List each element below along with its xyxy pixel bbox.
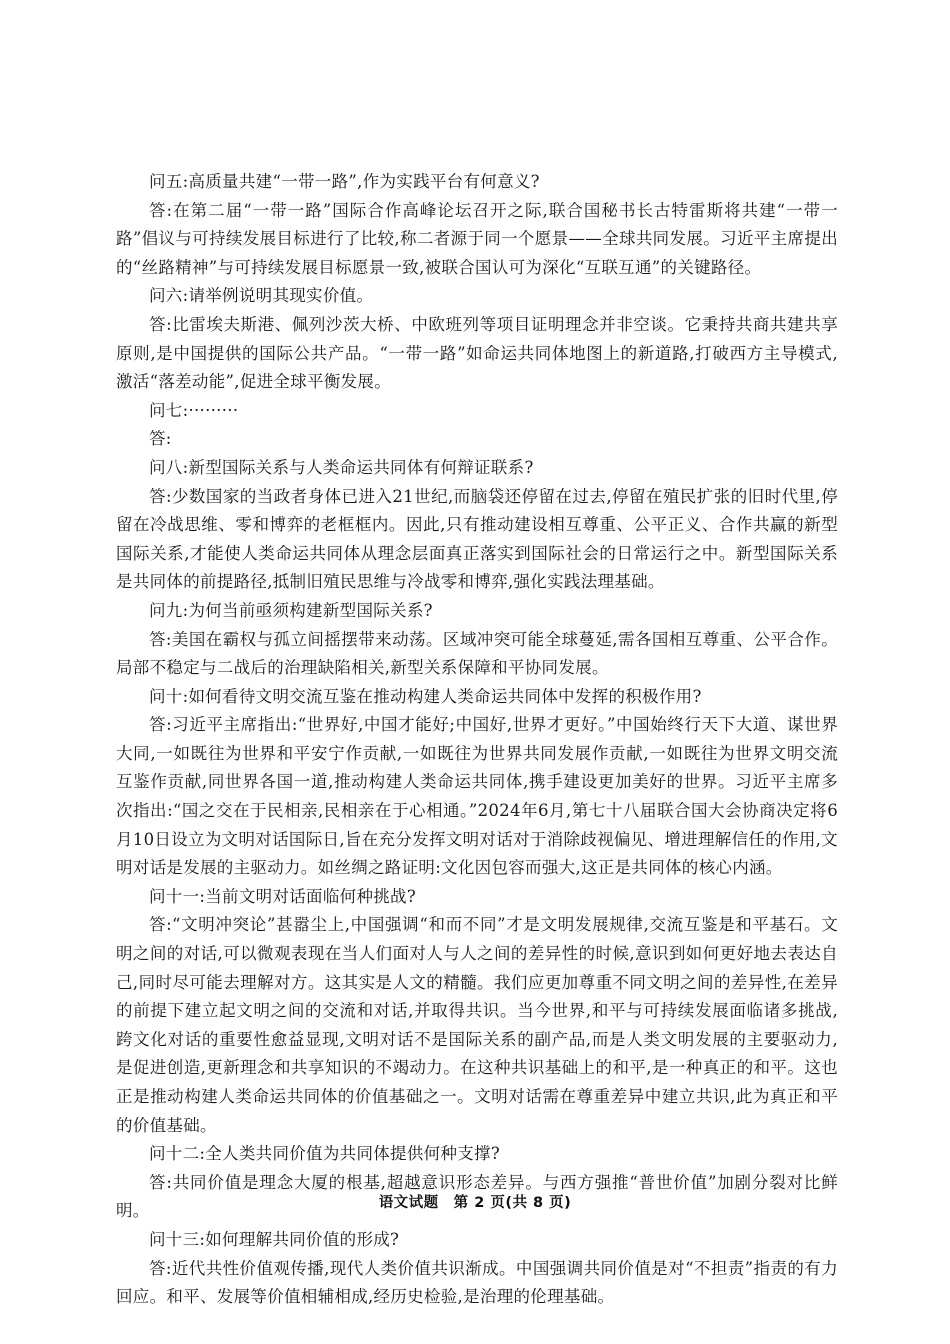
question-10: 问十:如何看待文明交流互鉴在推动构建人类命运共同体中发挥的积极作用? xyxy=(149,686,702,706)
answer-9: 答:美国在霸权与孤立间摇摆带来动荡。区域冲突可能全球蔓延,需各国相互尊重、公平合作。局部不稳定与二战后的治理缺陷相关,新型关系保障和平协同发展。 xyxy=(116,629,838,678)
answer-10: 答:习近平主席指出:“世界好,中国才能好;中国好,世界才更好。”中国始终行天下大道、谋世界大同,一如既往为世界和平安宁作贡献,一如既往为世界共同发展作贡献,一如既往为世界文明交流互鉴作贡献,同世界各国一道,推动构建人类命运共同体,携手建设更加美好的世界。习近平主席多次指出:“国之交在于民相亲,民相亲在于心相通。”2024年6月,第七十八届联合国大会协商决定将6月10日设立为文明对话国际日,旨在充分发挥文明对话对于消除歧视偏见、增进理解信任的作用,文明对话是发展的主驱动力。如丝绸之路证明:文化因包容而强大,这正是共同体的核心内涵。 xyxy=(116,715,838,878)
qa-content xyxy=(116,168,838,1312)
answer-7: 答: xyxy=(149,429,172,449)
question-5: 问五:高质量共建“一带一路”,作为实践平台有何意义? xyxy=(149,172,540,191)
question-6: 问六:请举例说明其现实价值。 xyxy=(149,286,374,306)
answer-11: 答:“文明冲突论”甚嚣尘上,中国强调“和而不同”才是文明发展规律,交流互鉴是和平基石。文明之间的对话,可以微观表现在当人们面对人与人之间的差异性的时候,意识到如何更好地去表达自己,同时尽可能去理解对方。这其实是人文的精髓。我们应更加尊重不同文明之间的差异性,在差异的前提下建立起文明之间的交流和对话,并取得共识。当今世界,和平与可持续发展面临诸多挑战,跨文化对话的重要性愈益显现,文明对话不是国际关系的副产品,而是人类文明发展的主要驱动力,是促进创造,更新理念和共享知识的不竭动力。在这种共识基础上的和平,是一种真正的和平。这也正是推动构建人类命运共同体的价值基础之一。文明对话需在尊重差异中建立共识,此为真正和平的价值基础。 xyxy=(116,915,838,1135)
answer-13: 答:近代共性价值观传播,现代人类价值共识渐成。中国强调共同价值是对“不担责”指责的有力回应。和平、发展等价值相辅相成,经历史检验,是治理的伦理基础。 xyxy=(116,1258,838,1307)
question-13: 问十三:如何理解共同价值的形成? xyxy=(149,1229,400,1249)
question-12: 问十二:全人类共同价值为共同体提供何种支撑? xyxy=(149,1144,501,1164)
question-11: 问十一:当前文明对话面临何种挑战? xyxy=(149,886,417,906)
question-7: 问七:········· xyxy=(149,400,239,420)
answer-8: 答:少数国家的当政者身体已进入21世纪,而脑袋还停留在过去,停留在殖民扩张的旧时代里,停留在冷战思维、零和博弈的老框框内。因此,只有推动建设相互尊重、公平正义、合作共赢的新型国际关系,才能使人类命运共同体从理念层面真正落实到国际社会的日常运行之中。新型国际关系是共同体的前提路径,抵制旧殖民思维与冷战零和博弈,强化实践法理基础。 xyxy=(116,486,838,592)
page-footer: 语文试题 第 2 页(共 8 页) xyxy=(378,1195,572,1211)
answer-12: 答:共同价值是理念大厦的根基,超越意识形态差异。与西方强推“普世价值”加剧分裂对比鲜明。 xyxy=(116,1172,838,1221)
answer-6: 答:比雷埃夫斯港、佩列沙茨大桥、中欧班列等项目证明理念并非空谈。它秉持共商共建共享原则,是中国提供的国际公共产品。“一带一路”如命运共同体地图上的新道路,打破西方主导模式,激活“落差动能”,促进全球平衡发展。 xyxy=(116,314,838,392)
answer-5: 答:在第二届“一带一路”国际合作高峰论坛召开之际,联合国秘书长古特雷斯将共建“一带一路”倡议与可持续发展目标进行了比较,称二者源于同一个愿景——全球共同发展。习近平主席提出的“丝路精神”与可持续发展目标愿景一致,被联合国认可为深化“互联互通”的关键路径。 xyxy=(116,200,838,277)
question-8: 问八:新型国际关系与人类命运共同体有何辩证联系? xyxy=(149,457,534,477)
question-9: 问九:为何当前亟须构建新型国际关系? xyxy=(149,600,433,620)
